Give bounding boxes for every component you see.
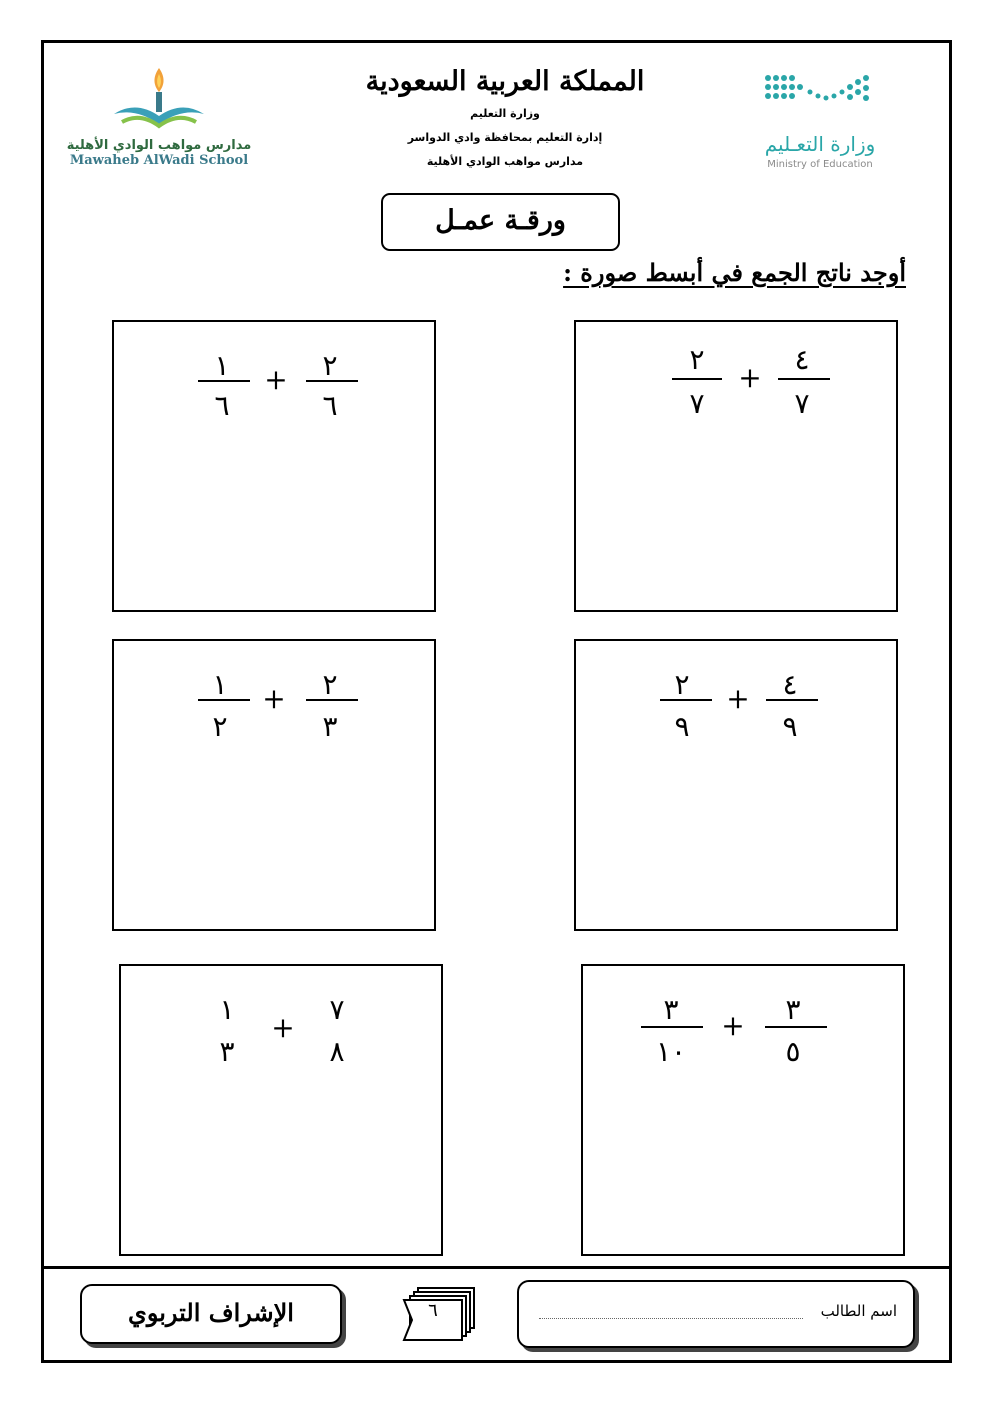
fraction-a-numerator: ١ xyxy=(219,993,235,1026)
fraction-a-numerator: ٢ xyxy=(689,343,705,376)
fraction-b-numerator: ٧ xyxy=(329,993,345,1026)
moe-name-en: Ministry of Education xyxy=(767,159,873,170)
instruction-text: أوجد ناتج الجمع في أبسط صورة : xyxy=(563,258,906,287)
footer-divider xyxy=(41,1266,952,1269)
school-name-ar: مدارس مواهب الوادي الأهلية xyxy=(66,138,252,153)
official-header xyxy=(360,62,650,174)
page-number: ٦ xyxy=(428,1300,438,1321)
fraction-b-denominator: ٦ xyxy=(322,389,338,422)
fraction-b-bar xyxy=(778,378,830,380)
problem-box[interactable] xyxy=(574,639,898,931)
plus-sign: + xyxy=(271,1011,295,1044)
plus-sign: + xyxy=(264,363,288,396)
fraction-a-numerator: ٣ xyxy=(663,993,679,1026)
problem-box[interactable] xyxy=(112,320,436,612)
fraction-b-denominator: ٨ xyxy=(329,1035,345,1068)
fraction-a-denominator: ٢ xyxy=(212,710,228,743)
problem-box[interactable] xyxy=(112,639,436,931)
fraction-a-numerator: ١ xyxy=(214,349,230,382)
fraction-b-denominator: ٩ xyxy=(782,710,798,743)
fraction-a-bar xyxy=(641,1026,703,1028)
schools-line: مدارس مواهب الوادي الأهلية xyxy=(426,155,584,168)
problem-box[interactable] xyxy=(119,964,443,1256)
fraction-b-denominator: ٣ xyxy=(322,710,338,743)
kingdom-title: المملكة العربية السعودية xyxy=(365,66,645,97)
plus-sign: + xyxy=(262,682,286,715)
school-name-en: Mawaheb AlWadi School xyxy=(69,153,249,168)
fraction-a-numerator: ١ xyxy=(212,668,228,701)
fraction-b-bar xyxy=(765,1026,827,1028)
moe-name-ar: وزارة التعـليم xyxy=(764,132,876,156)
school-logo xyxy=(64,64,254,174)
fraction-a-bar xyxy=(198,380,250,382)
school-emblem-icon xyxy=(104,64,214,134)
supervision-label: الإشراف التربوي xyxy=(128,1298,294,1327)
fraction-b-bar xyxy=(306,699,358,701)
fraction-b-numerator: ٣ xyxy=(785,993,801,1026)
fraction-a-denominator: ٣ xyxy=(219,1035,235,1068)
plus-sign: + xyxy=(726,682,750,715)
fraction-a-numerator: ٢ xyxy=(674,668,690,701)
fraction-b-denominator: ٥ xyxy=(785,1035,801,1068)
fraction-b-bar xyxy=(306,380,358,382)
fraction-a-bar xyxy=(198,699,250,701)
fraction-a-denominator: ٩ xyxy=(674,710,690,743)
problem-box[interactable] xyxy=(574,320,898,612)
moe-dots-icon xyxy=(760,70,880,114)
plus-sign: + xyxy=(721,1009,745,1042)
fraction-a-bar xyxy=(660,699,712,701)
fraction-b-denominator: ٧ xyxy=(794,387,810,420)
ministry-line: وزارة التعليم xyxy=(470,107,540,120)
fraction-b-numerator: ٤ xyxy=(782,668,798,701)
fraction-b-numerator: ٢ xyxy=(322,349,338,382)
worksheet-title: ورقـة عمـل xyxy=(381,193,620,251)
fraction-a-denominator: ٧ xyxy=(689,387,705,420)
fraction-b-numerator: ٢ xyxy=(322,668,338,701)
student-name-line[interactable] xyxy=(539,1318,803,1319)
fraction-b-bar xyxy=(766,699,818,701)
plus-sign: + xyxy=(738,361,762,394)
fraction-a-bar xyxy=(672,378,722,380)
fraction-b-numerator: ٤ xyxy=(794,343,810,376)
moe-logo xyxy=(720,70,920,180)
department-line: إدارة التعليم بمحافظة وادي الدواسر xyxy=(407,131,603,144)
supervision-badge xyxy=(80,1284,342,1344)
fraction-a-denominator: ١٠ xyxy=(655,1035,687,1068)
problem-box[interactable] xyxy=(581,964,905,1256)
fraction-a-denominator: ٦ xyxy=(214,389,230,422)
student-name-box[interactable] xyxy=(517,1280,915,1348)
student-name-label: اسم الطالب xyxy=(820,1302,897,1320)
